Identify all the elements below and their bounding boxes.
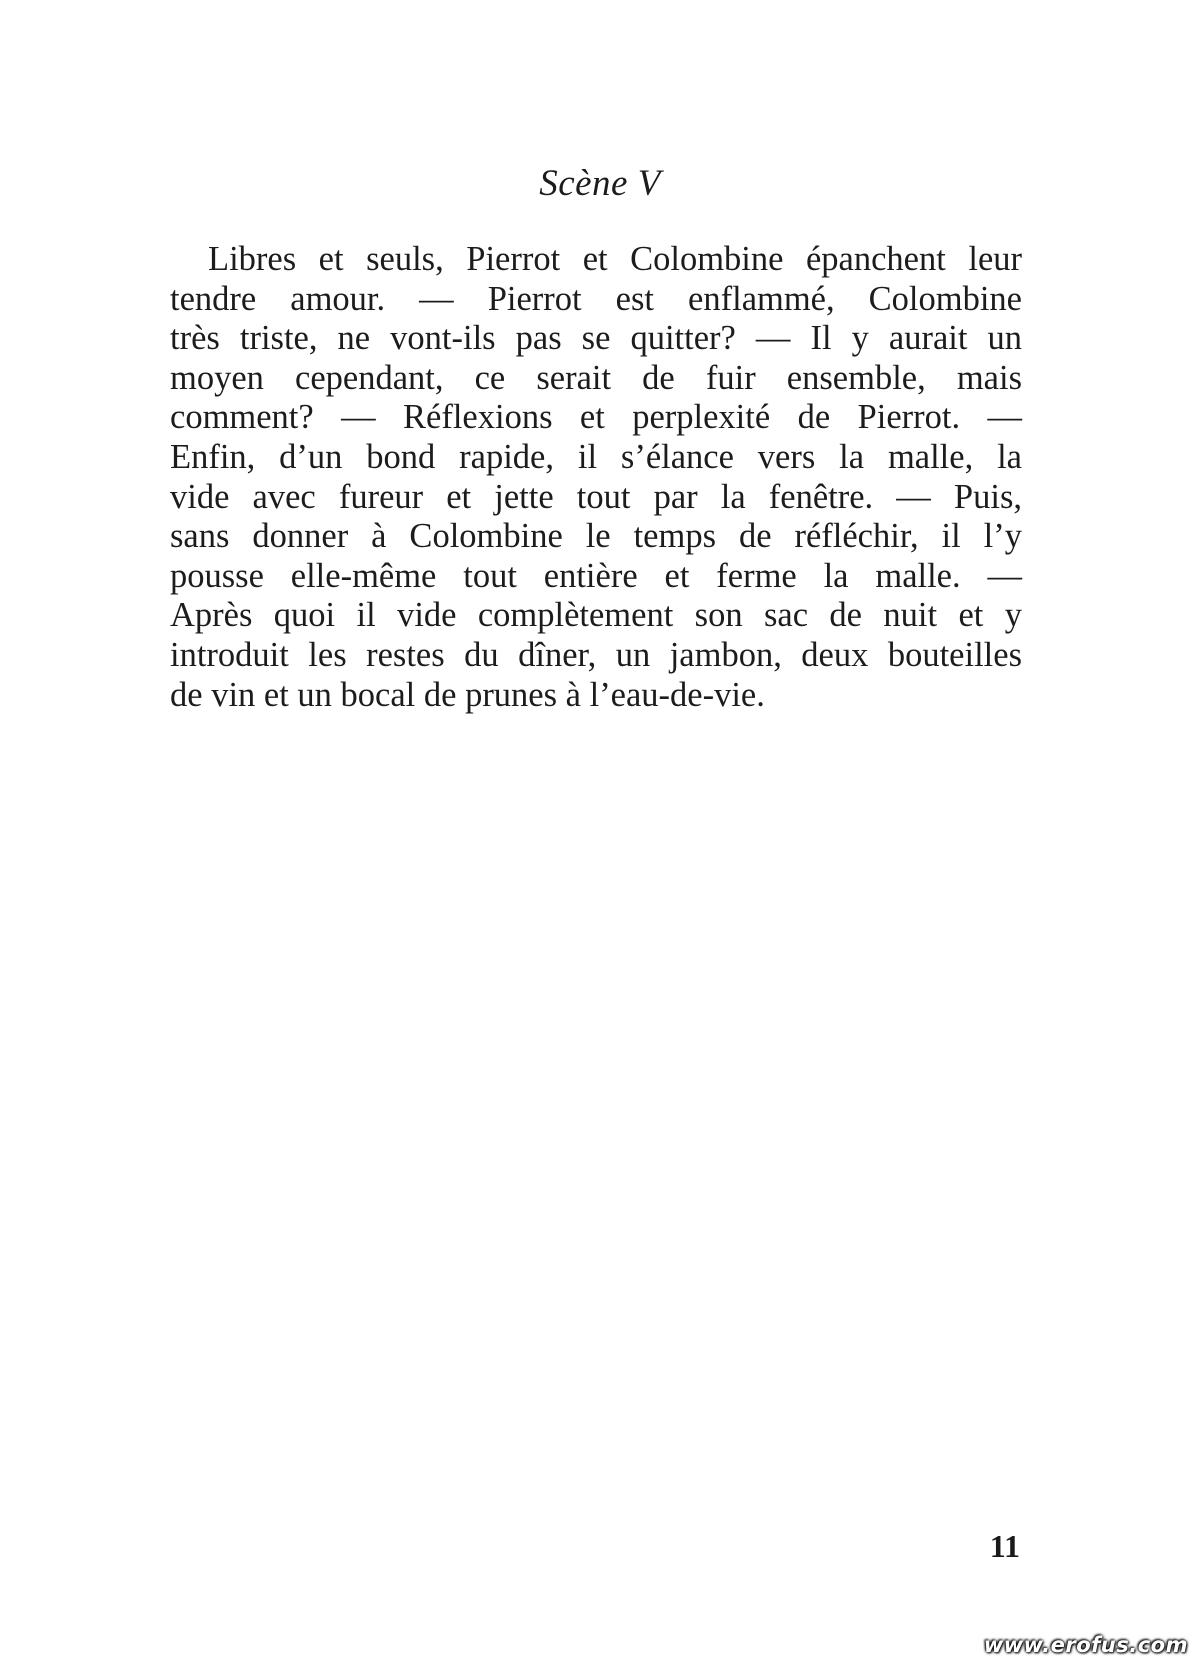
- paragraph-line: Après quoi il vide complètement son sac de nuit et y: [170, 596, 1022, 635]
- paragraph-line: sans donner à Colombine le temps de réfléchir, il l’y: [170, 517, 1022, 556]
- watermark: www.erofus.com: [983, 1633, 1188, 1657]
- paragraph-line: vide avec fureur et jette tout par la fenêtre. — Puis,: [170, 477, 1022, 516]
- paragraph-line: Libres et seuls, Pierrot et Colombine épanchent leur: [208, 240, 1022, 278]
- paragraph-line: pousse elle-même tout entière et ferme la malle. —: [170, 556, 1022, 595]
- paragraph-line: introduit les restes du dîner, un jambon, deux bouteilles: [170, 635, 1022, 674]
- paragraph-line: moyen cependant, ce serait de fuir ensemble, mais: [170, 358, 1022, 397]
- scene-description-paragraph: [170, 240, 1022, 715]
- paragraph-line: Enfin, d’un bond rapide, il s’élance vers la malle, la: [170, 437, 1022, 476]
- paragraph-line: de vin et un bocal de prunes à l’eau-de-vie.: [170, 675, 765, 714]
- scene-title: Scène V: [539, 163, 661, 204]
- paragraph-line: comment? — Réflexions et perplexité de Pierrot. —: [170, 398, 1022, 437]
- paragraph-line: tendre amour. — Pierrot est enflammé, Colombine: [170, 279, 1022, 318]
- page-number: 11: [989, 1528, 1020, 1564]
- paragraph-line: très triste, ne vont-ils pas se quitter? — Il y aurait un: [170, 319, 1022, 358]
